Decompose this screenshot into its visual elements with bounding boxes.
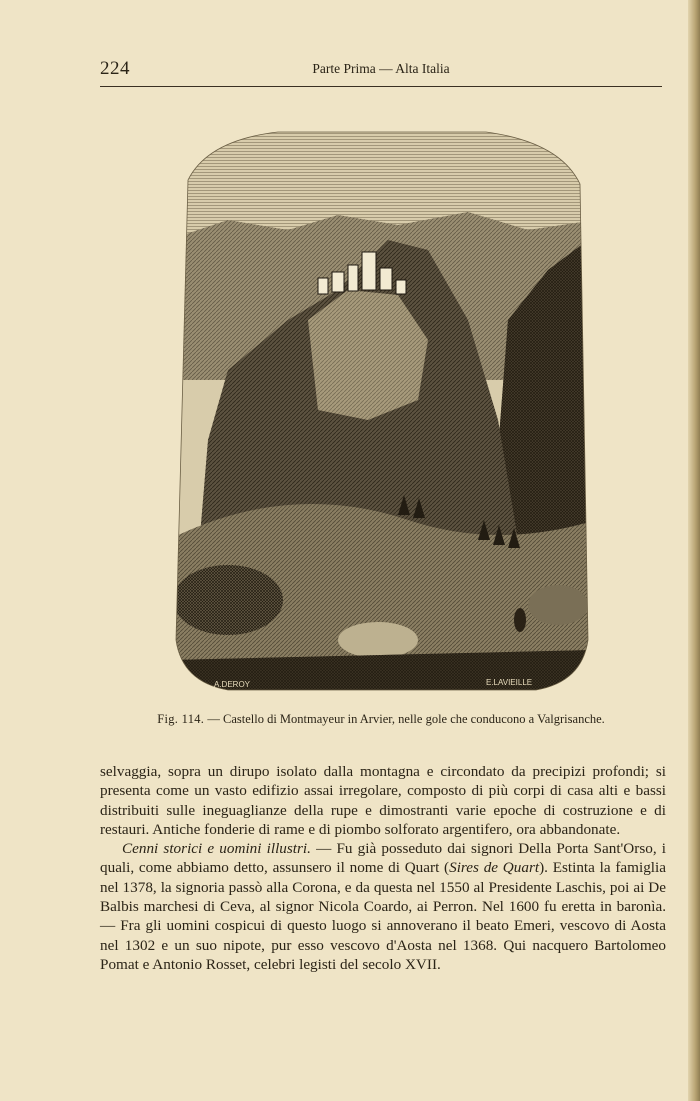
running-title: Parte Prima — Alta Italia: [312, 61, 450, 76]
section-heading: Cenni storici e uomini illustri.: [122, 840, 311, 858]
engraving-illustration: [168, 120, 596, 700]
paragraph-1: selvaggia, sopra un dirupo isolato dalla montagna e circondato da precipizi profondi; si presenta come un vasto edifizio assai irregolare, composto di più corpi di casa alti e bassi distribuiti sulle ineguaglianze della rupe e dimostranti varie epoche di costruzione e di restauri. Antiche fonderie di rame e di piombo solforato argentifero, ora abbandonate.: [100, 763, 666, 838]
engraver-signature-left: A.DEROY: [214, 680, 251, 689]
paragraph-2-part-a: — Fu già posseduto dai signori Della Porta Sant'Orso, i quali, come abbiamo detto, assunsero il nome di Quart (: [100, 840, 666, 877]
header-rule: [100, 86, 662, 87]
paragraph-2-italic: Sires de Quart: [449, 859, 540, 877]
page-edge: [688, 0, 700, 1101]
engraver-signature-right: E.LAVIEILLE: [486, 678, 533, 687]
figure-engraving: [168, 120, 596, 700]
page-header: [100, 58, 662, 86]
body-text: [100, 762, 666, 974]
caption-number: Fig. 114.: [157, 712, 205, 726]
caption-text: — Castello di Montmayeur in Arvier, nelle gole che conducono a Valgrisanche.: [207, 712, 605, 726]
figure-caption: [100, 712, 662, 727]
paragraph-2: [100, 839, 666, 974]
paragraph-2-part-b: ). Estinta la famiglia nel 1378, la signoria passò alla Corona, e da questa nel 1550 al Presidente Laschis, poi ai De Balbis marchesi di Ceva, al signor Nicola Coardo, ai Perron. Nel 1600 fu eretta in baronìa. — Fra gli uomini cospicui di questo luogo si annoverano il beato Emeri, vescovo di Aosta nel 1302 e un suo nipote, pur esso vescovo d'Aosta nel 1368. Qui nacquero Bartolomeo Pomat e Antonio Rosset, celebri legisti del secolo XVII.: [100, 859, 666, 973]
page-number: 224: [100, 58, 130, 79]
